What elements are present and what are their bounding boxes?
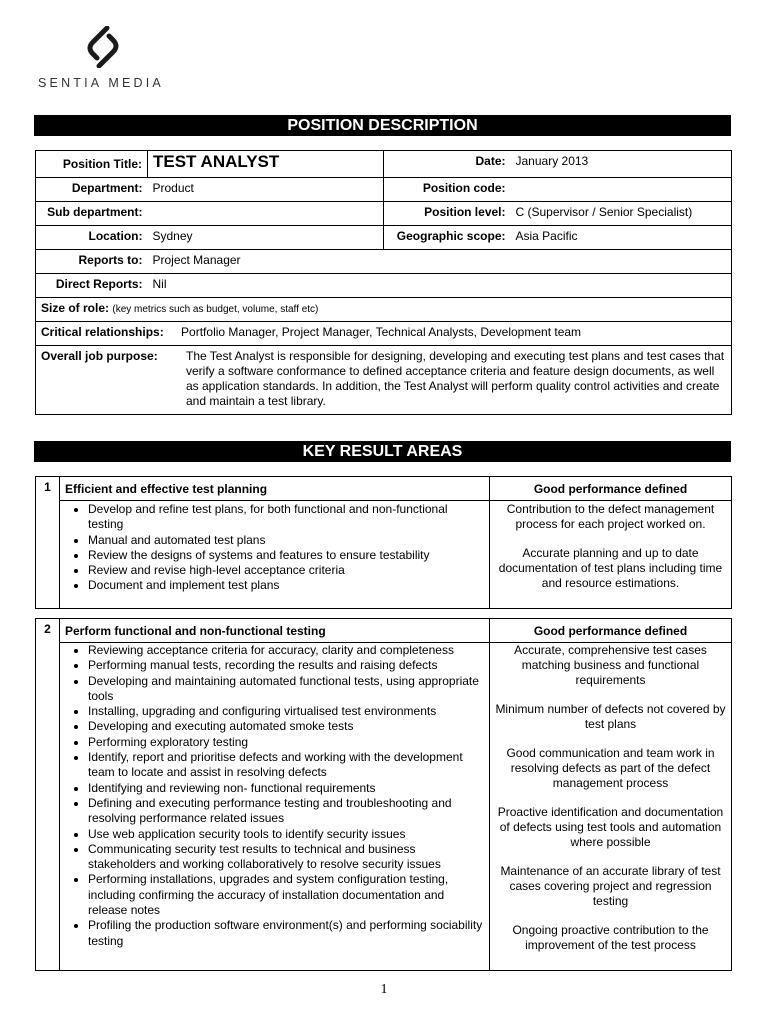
geographic-scope-value: Asia Pacific bbox=[511, 226, 732, 250]
position-code-label: Position code: bbox=[384, 178, 511, 202]
section-title-key-result-areas: KEY RESULT AREAS bbox=[34, 441, 731, 462]
critical-relationships-value: Portfolio Manager, Project Manager, Technical Analysts, Development team bbox=[181, 325, 582, 339]
kra-1-heading: Efficient and effective test planning bbox=[60, 477, 490, 501]
good-performance-item: Contribution to the defect management process for each project worked on. bbox=[506, 502, 715, 531]
good-performance-item: Accurate, comprehensive test cases matching business and functional requirements bbox=[514, 643, 707, 687]
kra-item: • Performing installations, upgrades and system configuration testing, including confirming the accuracy of installation documentation and release notes bbox=[88, 872, 484, 918]
kra-item: • Document and implement test plans bbox=[88, 578, 484, 593]
kra-item: • Develop and refine test plans, for both functional and non-functional testing bbox=[88, 502, 484, 533]
kra-item: • Identifying and reviewing non- functional requirements bbox=[88, 781, 484, 796]
location-label: Location: bbox=[36, 226, 148, 250]
page-number: 1 bbox=[380, 982, 388, 997]
good-performance-item: Maintenance of an accurate library of test cases covering project and regression testing bbox=[500, 864, 721, 908]
kra-item: • Manual and automated test plans bbox=[88, 533, 484, 548]
kra-1-good-heading: Good performance defined bbox=[490, 477, 732, 501]
position-code-value bbox=[511, 178, 732, 202]
sub-department-label: Sub department: bbox=[36, 202, 148, 226]
department-value: Product bbox=[148, 178, 384, 202]
good-performance-item: Good communication and team work in resolving defects as part of the defect management process bbox=[506, 746, 715, 790]
kra-item: • Performing exploratory testing bbox=[88, 735, 484, 750]
position-title-value: TEST ANALYST bbox=[148, 151, 384, 178]
critical-relationships-row bbox=[36, 322, 732, 346]
kra-2-heading: Perform functional and non-functional testing bbox=[60, 619, 490, 643]
good-performance-item: Minimum number of defects not covered by test plans bbox=[495, 702, 726, 731]
location-value: Sydney bbox=[148, 226, 384, 250]
overall-job-purpose-label: Overall job purpose: bbox=[41, 349, 158, 363]
overall-job-purpose-value: The Test Analyst is responsible for designing, developing and executing test plans and test cases that verify a software conformance to defined acceptance criteria and feature design documents, as well as application standards. In addition, the Test Analyst will perform quality control activities and create and maintain a test library. bbox=[186, 349, 725, 408]
kra-1-good-performance bbox=[490, 501, 732, 609]
section-title-position-description: POSITION DESCRIPTION bbox=[34, 115, 731, 136]
kra-item: • Installing, upgrading and configuring virtualised test environments bbox=[88, 704, 484, 719]
kra-2-good-performance bbox=[490, 643, 732, 971]
size-of-role-label: Size of role: bbox=[41, 301, 110, 315]
kra-2-items bbox=[60, 643, 490, 971]
date-value: January 2013 bbox=[511, 151, 732, 178]
direct-reports-label: Direct Reports: bbox=[36, 274, 148, 298]
kra-1-list bbox=[65, 502, 484, 594]
good-performance-item: Accurate planning and up to date documentation of test plans including time and resource estimations. bbox=[498, 546, 723, 590]
kra-item: • Review and revise high-level acceptance criteria bbox=[88, 563, 484, 578]
brand-name: SENTIA MEDIA bbox=[38, 76, 164, 90]
kra-item: • Communicating security test results to technical and business stakeholders and working collaboratively to resolve security issues bbox=[88, 842, 484, 873]
good-performance-item: Ongoing proactive contribution to the improvement of the test process bbox=[512, 923, 709, 952]
kra-item: • Profiling the production software environment(s) and performing sociability testing bbox=[88, 918, 484, 949]
kra-item: • Developing and executing automated smoke tests bbox=[88, 719, 484, 734]
logo-mark-icon bbox=[85, 26, 121, 68]
position-details-table bbox=[35, 150, 732, 415]
department-label: Department: bbox=[36, 178, 148, 202]
kra-2-number: 2 bbox=[36, 619, 60, 971]
company-logo bbox=[38, 26, 178, 96]
critical-relationships-label: Critical relationships: bbox=[41, 325, 164, 339]
size-of-role-note: (key metrics such as budget, volume, staff etc) bbox=[112, 304, 319, 315]
direct-reports-value: Nil bbox=[148, 274, 732, 298]
kra-item: • Performing manual tests, recording the results and raising defects bbox=[88, 658, 484, 673]
size-of-role-row bbox=[36, 298, 732, 322]
position-title-label: Position Title: bbox=[36, 151, 148, 178]
reports-to-value: Project Manager bbox=[148, 250, 732, 274]
kra-2-good-heading: Good performance defined bbox=[490, 619, 732, 643]
position-level-label: Position level: bbox=[384, 202, 511, 226]
reports-to-label: Reports to: bbox=[36, 250, 148, 274]
kra-item: • Use web application security tools to identify security issues bbox=[88, 827, 484, 842]
kra-1-table bbox=[35, 476, 732, 609]
kra-2-list bbox=[65, 643, 484, 949]
kra-item: • Review the designs of systems and features to ensure testability bbox=[88, 548, 484, 563]
geographic-scope-label: Geographic scope: bbox=[384, 226, 511, 250]
overall-job-purpose-row bbox=[36, 346, 732, 415]
kra-2-table bbox=[35, 618, 732, 971]
kra-item: • Developing and maintaining automated functional tests, using appropriate tools bbox=[88, 674, 484, 705]
kra-1-number: 1 bbox=[36, 477, 60, 609]
kra-1-items bbox=[60, 501, 490, 609]
kra-item: • Identify, report and prioritise defects and working with the development team to locate and assist in resolving defects bbox=[88, 750, 484, 781]
position-level-value: C (Supervisor / Senior Specialist) bbox=[511, 202, 732, 226]
date-label: Date: bbox=[384, 151, 511, 178]
sub-department-value bbox=[148, 202, 384, 226]
kra-item: • Reviewing acceptance criteria for accuracy, clarity and completeness bbox=[88, 643, 484, 658]
good-performance-item: Proactive identification and documentation of defects using test tools and automation where possible bbox=[497, 805, 724, 849]
kra-item: • Defining and executing performance testing and troubleshooting and resolving performance related issues bbox=[88, 796, 484, 827]
